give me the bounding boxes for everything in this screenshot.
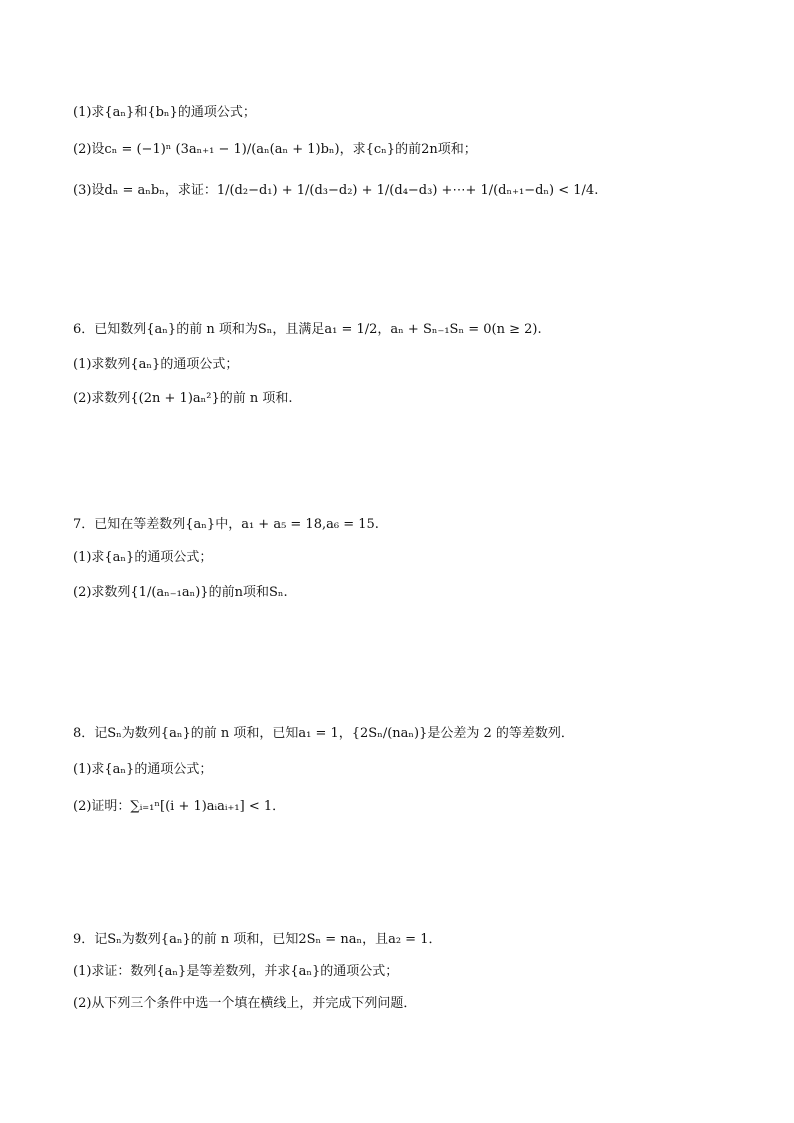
problem-number: 8．: [73, 726, 95, 741]
problem-7-part-1: (1)求{aₙ}的通项公式；: [73, 550, 213, 565]
problem-number: 7．: [73, 517, 95, 532]
problem-number: 6．: [73, 322, 95, 337]
problem-5-part-2: (2)设cₙ = (−1)ⁿ (3aₙ₊₁ − 1)/(aₙ(aₙ + 1)bₙ)，求{cₙ}的前2n项和；: [73, 142, 477, 157]
problem-9-part-2: (2)从下列三个条件中选一个填在横线上，并完成下列问题．: [73, 996, 417, 1011]
problem-8-stem: 8．记Sₙ为数列{aₙ}的前 n 项和，已知a₁ = 1，{2Sₙ/(naₙ)}是公差为 2 的等差数列．: [73, 726, 574, 741]
problem-8-part-1: (1)求{aₙ}的通项公式；: [73, 762, 213, 777]
problem-9-part-1: (1)求证：数列{aₙ}是等差数列，并求{aₙ}的通项公式；: [73, 964, 399, 979]
problem-6-part-1: (1)求数列{aₙ}的通项公式；: [73, 357, 239, 372]
problem-6-part-2: (2)求数列{(2n + 1)aₙ²}的前 n 项和.: [73, 391, 293, 406]
problem-7-part-2: (2)求数列{1/(aₙ₋₁aₙ)}的前n项和Sₙ.: [73, 585, 288, 600]
problem-6-stem: 6．已知数列{aₙ}的前 n 项和为Sₙ，且满足a₁ = 1/2，aₙ + Sₙ₋₁Sₙ = 0(n ≥ 2).: [73, 322, 542, 337]
problem-5-part-3: (3)设dₙ = aₙbₙ，求证：1/(d₂−d₁) + 1/(d₃−d₂) + 1/(d₄−d₃) +⋯+ 1/(dₙ₊₁−dₙ) < 1/4.: [73, 183, 599, 198]
problem-7-stem: 7．已知在等差数列{aₙ}中，a₁ + a₅ = 18,a₆ = 15.: [73, 517, 379, 532]
problem-number: 9．: [73, 932, 95, 947]
problem-5-part-1: (1)求{aₙ}和{bₙ}的通项公式；: [73, 105, 256, 120]
problem-9-stem: 9．记Sₙ为数列{aₙ}的前 n 项和，已知2Sₙ = naₙ，且a₂ = 1．: [73, 932, 442, 947]
problem-8-part-2: (2)证明：∑ᵢ₌₁ⁿ[(i + 1)aᵢaᵢ₊₁] < 1．: [73, 799, 286, 814]
